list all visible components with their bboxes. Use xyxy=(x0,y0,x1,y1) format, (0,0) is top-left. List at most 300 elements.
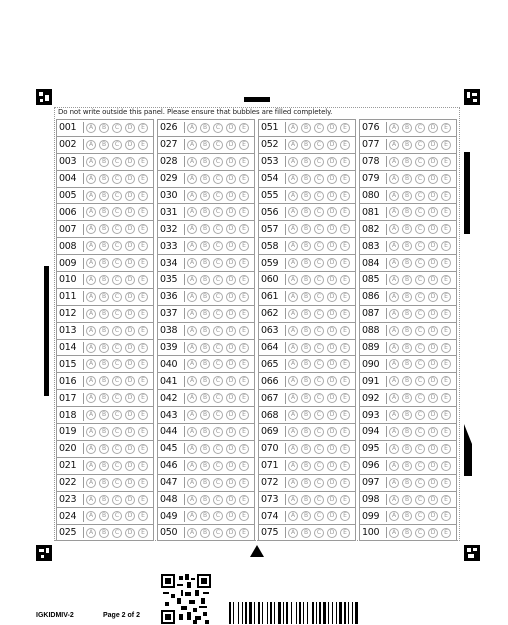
answer-bubble-a[interactable]: A xyxy=(389,174,399,184)
answer-bubble-a[interactable]: A xyxy=(187,309,197,319)
answer-bubble-e[interactable]: E xyxy=(441,191,451,201)
answer-bubble-a[interactable]: A xyxy=(187,393,197,403)
answer-bubble-a[interactable]: A xyxy=(288,359,298,369)
answer-bubble-e[interactable]: E xyxy=(340,410,350,420)
answer-bubble-b[interactable]: B xyxy=(200,309,210,319)
answer-bubble-e[interactable]: E xyxy=(239,224,249,234)
answer-bubble-c[interactable]: C xyxy=(415,292,425,302)
answer-bubble-a[interactable]: A xyxy=(389,140,399,150)
answer-bubble-c[interactable]: C xyxy=(314,258,324,268)
answer-bubble-b[interactable]: B xyxy=(301,359,311,369)
answer-bubble-d[interactable]: D xyxy=(327,191,337,201)
answer-bubble-b[interactable]: B xyxy=(200,174,210,184)
answer-bubble-a[interactable]: A xyxy=(389,292,399,302)
answer-bubble-a[interactable]: A xyxy=(389,326,399,336)
answer-bubble-e[interactable]: E xyxy=(340,292,350,302)
answer-bubble-c[interactable]: C xyxy=(314,174,324,184)
answer-bubble-c[interactable]: C xyxy=(415,224,425,234)
answer-bubble-b[interactable]: B xyxy=(301,241,311,251)
answer-bubble-c[interactable]: C xyxy=(112,241,122,251)
answer-bubble-e[interactable]: E xyxy=(441,427,451,437)
answer-bubble-b[interactable]: B xyxy=(402,427,412,437)
answer-bubble-a[interactable]: A xyxy=(187,207,197,217)
answer-bubble-e[interactable]: E xyxy=(138,309,148,319)
answer-bubble-b[interactable]: B xyxy=(200,326,210,336)
answer-bubble-a[interactable]: A xyxy=(288,410,298,420)
answer-bubble-c[interactable]: C xyxy=(213,359,223,369)
answer-bubble-a[interactable]: A xyxy=(86,207,96,217)
answer-bubble-e[interactable]: E xyxy=(138,511,148,521)
answer-bubble-b[interactable]: B xyxy=(402,174,412,184)
answer-bubble-d[interactable]: D xyxy=(125,359,135,369)
answer-bubble-e[interactable]: E xyxy=(239,376,249,386)
answer-bubble-c[interactable]: C xyxy=(415,191,425,201)
answer-bubble-d[interactable]: D xyxy=(428,123,438,133)
answer-bubble-b[interactable]: B xyxy=(99,309,109,319)
answer-bubble-a[interactable]: A xyxy=(187,495,197,505)
answer-bubble-a[interactable]: A xyxy=(86,376,96,386)
answer-bubble-d[interactable]: D xyxy=(327,511,337,521)
answer-bubble-b[interactable]: B xyxy=(99,376,109,386)
answer-bubble-a[interactable]: A xyxy=(86,140,96,150)
answer-bubble-a[interactable]: A xyxy=(288,461,298,471)
answer-bubble-d[interactable]: D xyxy=(226,326,236,336)
answer-bubble-d[interactable]: D xyxy=(125,309,135,319)
answer-bubble-e[interactable]: E xyxy=(340,427,350,437)
answer-bubble-b[interactable]: B xyxy=(402,376,412,386)
answer-bubble-e[interactable]: E xyxy=(138,292,148,302)
answer-bubble-a[interactable]: A xyxy=(389,275,399,285)
answer-bubble-e[interactable]: E xyxy=(138,123,148,133)
answer-bubble-b[interactable]: B xyxy=(402,123,412,133)
answer-bubble-a[interactable]: A xyxy=(389,258,399,268)
answer-bubble-a[interactable]: A xyxy=(187,511,197,521)
answer-bubble-e[interactable]: E xyxy=(340,191,350,201)
answer-bubble-b[interactable]: B xyxy=(301,207,311,217)
answer-bubble-d[interactable]: D xyxy=(125,123,135,133)
answer-bubble-b[interactable]: B xyxy=(402,292,412,302)
answer-bubble-c[interactable]: C xyxy=(213,376,223,386)
answer-bubble-a[interactable]: A xyxy=(288,241,298,251)
answer-bubble-b[interactable]: B xyxy=(301,343,311,353)
answer-bubble-e[interactable]: E xyxy=(340,241,350,251)
answer-bubble-d[interactable]: D xyxy=(226,207,236,217)
answer-bubble-c[interactable]: C xyxy=(314,478,324,488)
answer-bubble-e[interactable]: E xyxy=(340,478,350,488)
answer-bubble-d[interactable]: D xyxy=(428,258,438,268)
answer-bubble-a[interactable]: A xyxy=(288,140,298,150)
answer-bubble-b[interactable]: B xyxy=(301,224,311,234)
answer-bubble-c[interactable]: C xyxy=(415,275,425,285)
answer-bubble-b[interactable]: B xyxy=(301,393,311,403)
answer-bubble-b[interactable]: B xyxy=(99,326,109,336)
answer-bubble-e[interactable]: E xyxy=(138,157,148,167)
answer-bubble-e[interactable]: E xyxy=(441,359,451,369)
answer-bubble-c[interactable]: C xyxy=(213,191,223,201)
answer-bubble-d[interactable]: D xyxy=(125,376,135,386)
answer-bubble-a[interactable]: A xyxy=(389,207,399,217)
answer-bubble-c[interactable]: C xyxy=(112,309,122,319)
answer-bubble-c[interactable]: C xyxy=(415,343,425,353)
answer-bubble-b[interactable]: B xyxy=(200,478,210,488)
answer-bubble-a[interactable]: A xyxy=(187,444,197,454)
answer-bubble-a[interactable]: A xyxy=(187,275,197,285)
answer-bubble-b[interactable]: B xyxy=(402,207,412,217)
answer-bubble-b[interactable]: B xyxy=(301,495,311,505)
answer-bubble-b[interactable]: B xyxy=(99,410,109,420)
answer-bubble-d[interactable]: D xyxy=(428,174,438,184)
answer-bubble-c[interactable]: C xyxy=(314,157,324,167)
answer-bubble-b[interactable]: B xyxy=(99,174,109,184)
answer-bubble-d[interactable]: D xyxy=(428,511,438,521)
answer-bubble-a[interactable]: A xyxy=(389,191,399,201)
answer-bubble-c[interactable]: C xyxy=(213,174,223,184)
answer-bubble-c[interactable]: C xyxy=(314,123,324,133)
answer-bubble-e[interactable]: E xyxy=(441,157,451,167)
answer-bubble-a[interactable]: A xyxy=(187,376,197,386)
answer-bubble-b[interactable]: B xyxy=(402,478,412,488)
answer-bubble-e[interactable]: E xyxy=(340,528,350,538)
answer-bubble-a[interactable]: A xyxy=(389,461,399,471)
answer-bubble-e[interactable]: E xyxy=(340,461,350,471)
answer-bubble-a[interactable]: A xyxy=(389,224,399,234)
answer-bubble-c[interactable]: C xyxy=(213,207,223,217)
answer-bubble-d[interactable]: D xyxy=(125,174,135,184)
answer-bubble-b[interactable]: B xyxy=(301,427,311,437)
answer-bubble-c[interactable]: C xyxy=(112,326,122,336)
answer-bubble-b[interactable]: B xyxy=(99,292,109,302)
answer-bubble-e[interactable]: E xyxy=(441,123,451,133)
answer-bubble-a[interactable]: A xyxy=(86,410,96,420)
answer-bubble-e[interactable]: E xyxy=(340,376,350,386)
answer-bubble-d[interactable]: D xyxy=(428,191,438,201)
answer-bubble-e[interactable]: E xyxy=(340,343,350,353)
answer-bubble-a[interactable]: A xyxy=(187,461,197,471)
answer-bubble-e[interactable]: E xyxy=(441,140,451,150)
answer-bubble-d[interactable]: D xyxy=(125,258,135,268)
answer-bubble-c[interactable]: C xyxy=(314,359,324,369)
answer-bubble-d[interactable]: D xyxy=(226,410,236,420)
answer-bubble-e[interactable]: E xyxy=(441,393,451,403)
answer-bubble-c[interactable]: C xyxy=(112,427,122,437)
answer-bubble-b[interactable]: B xyxy=(200,191,210,201)
answer-bubble-d[interactable]: D xyxy=(226,461,236,471)
answer-bubble-c[interactable]: C xyxy=(314,241,324,251)
answer-bubble-c[interactable]: C xyxy=(415,427,425,437)
answer-bubble-b[interactable]: B xyxy=(200,207,210,217)
answer-bubble-c[interactable]: C xyxy=(415,495,425,505)
answer-bubble-b[interactable]: B xyxy=(301,528,311,538)
answer-bubble-b[interactable]: B xyxy=(99,258,109,268)
answer-bubble-b[interactable]: B xyxy=(200,140,210,150)
answer-bubble-e[interactable]: E xyxy=(239,495,249,505)
answer-bubble-b[interactable]: B xyxy=(402,343,412,353)
answer-bubble-d[interactable]: D xyxy=(125,495,135,505)
answer-bubble-c[interactable]: C xyxy=(415,241,425,251)
answer-bubble-b[interactable]: B xyxy=(200,410,210,420)
answer-bubble-e[interactable]: E xyxy=(340,393,350,403)
answer-bubble-c[interactable]: C xyxy=(213,427,223,437)
answer-bubble-e[interactable]: E xyxy=(138,410,148,420)
answer-bubble-a[interactable]: A xyxy=(288,444,298,454)
answer-bubble-b[interactable]: B xyxy=(402,393,412,403)
answer-bubble-e[interactable]: E xyxy=(441,174,451,184)
answer-bubble-d[interactable]: D xyxy=(327,258,337,268)
answer-bubble-d[interactable]: D xyxy=(327,123,337,133)
answer-bubble-c[interactable]: C xyxy=(112,224,122,234)
answer-bubble-c[interactable]: C xyxy=(213,258,223,268)
answer-bubble-a[interactable]: A xyxy=(86,224,96,234)
answer-bubble-d[interactable]: D xyxy=(327,444,337,454)
answer-bubble-b[interactable]: B xyxy=(301,376,311,386)
answer-bubble-d[interactable]: D xyxy=(428,393,438,403)
answer-bubble-d[interactable]: D xyxy=(327,275,337,285)
answer-bubble-e[interactable]: E xyxy=(441,292,451,302)
answer-bubble-b[interactable]: B xyxy=(301,461,311,471)
answer-bubble-e[interactable]: E xyxy=(138,427,148,437)
answer-bubble-b[interactable]: B xyxy=(301,309,311,319)
answer-bubble-c[interactable]: C xyxy=(213,326,223,336)
answer-bubble-a[interactable]: A xyxy=(86,359,96,369)
answer-bubble-a[interactable]: A xyxy=(389,343,399,353)
answer-bubble-d[interactable]: D xyxy=(226,343,236,353)
answer-bubble-b[interactable]: B xyxy=(200,258,210,268)
answer-bubble-d[interactable]: D xyxy=(226,359,236,369)
answer-bubble-e[interactable]: E xyxy=(138,191,148,201)
answer-bubble-a[interactable]: A xyxy=(187,157,197,167)
answer-bubble-e[interactable]: E xyxy=(441,343,451,353)
answer-bubble-b[interactable]: B xyxy=(200,292,210,302)
answer-bubble-a[interactable]: A xyxy=(86,275,96,285)
answer-bubble-e[interactable]: E xyxy=(441,495,451,505)
answer-bubble-c[interactable]: C xyxy=(213,528,223,538)
answer-bubble-c[interactable]: C xyxy=(213,461,223,471)
answer-bubble-e[interactable]: E xyxy=(239,157,249,167)
answer-bubble-a[interactable]: A xyxy=(288,224,298,234)
answer-bubble-c[interactable]: C xyxy=(213,157,223,167)
answer-bubble-e[interactable]: E xyxy=(239,309,249,319)
answer-bubble-c[interactable]: C xyxy=(314,393,324,403)
answer-bubble-e[interactable]: E xyxy=(239,478,249,488)
answer-bubble-e[interactable]: E xyxy=(138,241,148,251)
answer-bubble-e[interactable]: E xyxy=(239,410,249,420)
answer-bubble-a[interactable]: A xyxy=(288,275,298,285)
answer-bubble-d[interactable]: D xyxy=(226,376,236,386)
answer-bubble-e[interactable]: E xyxy=(239,275,249,285)
answer-bubble-b[interactable]: B xyxy=(99,511,109,521)
answer-bubble-d[interactable]: D xyxy=(226,191,236,201)
answer-bubble-a[interactable]: A xyxy=(389,444,399,454)
answer-bubble-d[interactable]: D xyxy=(125,292,135,302)
answer-bubble-c[interactable]: C xyxy=(415,174,425,184)
answer-bubble-c[interactable]: C xyxy=(314,376,324,386)
answer-bubble-a[interactable]: A xyxy=(86,343,96,353)
answer-bubble-d[interactable]: D xyxy=(125,427,135,437)
answer-bubble-b[interactable]: B xyxy=(99,157,109,167)
answer-bubble-a[interactable]: A xyxy=(187,359,197,369)
answer-bubble-e[interactable]: E xyxy=(239,123,249,133)
answer-bubble-c[interactable]: C xyxy=(213,140,223,150)
answer-bubble-a[interactable]: A xyxy=(288,427,298,437)
answer-bubble-b[interactable]: B xyxy=(402,309,412,319)
answer-bubble-d[interactable]: D xyxy=(125,410,135,420)
answer-bubble-e[interactable]: E xyxy=(138,461,148,471)
answer-bubble-e[interactable]: E xyxy=(340,359,350,369)
answer-bubble-d[interactable]: D xyxy=(428,343,438,353)
answer-bubble-e[interactable]: E xyxy=(441,241,451,251)
answer-bubble-d[interactable]: D xyxy=(327,157,337,167)
answer-bubble-e[interactable]: E xyxy=(340,157,350,167)
answer-bubble-a[interactable]: A xyxy=(86,309,96,319)
answer-bubble-b[interactable]: B xyxy=(402,511,412,521)
answer-bubble-c[interactable]: C xyxy=(415,309,425,319)
answer-bubble-d[interactable]: D xyxy=(327,376,337,386)
answer-bubble-e[interactable]: E xyxy=(239,359,249,369)
answer-bubble-e[interactable]: E xyxy=(441,444,451,454)
answer-bubble-b[interactable]: B xyxy=(301,157,311,167)
answer-bubble-d[interactable]: D xyxy=(327,343,337,353)
answer-bubble-d[interactable]: D xyxy=(428,157,438,167)
answer-bubble-c[interactable]: C xyxy=(213,495,223,505)
answer-bubble-d[interactable]: D xyxy=(125,478,135,488)
answer-bubble-a[interactable]: A xyxy=(187,326,197,336)
answer-bubble-d[interactable]: D xyxy=(327,393,337,403)
answer-bubble-c[interactable]: C xyxy=(314,292,324,302)
answer-bubble-c[interactable]: C xyxy=(415,207,425,217)
answer-bubble-b[interactable]: B xyxy=(99,359,109,369)
answer-bubble-c[interactable]: C xyxy=(314,275,324,285)
answer-bubble-d[interactable]: D xyxy=(125,157,135,167)
answer-bubble-e[interactable]: E xyxy=(340,174,350,184)
answer-bubble-b[interactable]: B xyxy=(200,343,210,353)
answer-bubble-d[interactable]: D xyxy=(226,157,236,167)
answer-bubble-e[interactable]: E xyxy=(441,275,451,285)
answer-bubble-b[interactable]: B xyxy=(99,207,109,217)
answer-bubble-c[interactable]: C xyxy=(314,495,324,505)
answer-bubble-b[interactable]: B xyxy=(301,258,311,268)
answer-bubble-a[interactable]: A xyxy=(288,309,298,319)
answer-bubble-b[interactable]: B xyxy=(301,191,311,201)
answer-bubble-d[interactable]: D xyxy=(327,410,337,420)
answer-bubble-c[interactable]: C xyxy=(314,444,324,454)
answer-bubble-c[interactable]: C xyxy=(314,528,324,538)
answer-bubble-d[interactable]: D xyxy=(125,275,135,285)
answer-bubble-a[interactable]: A xyxy=(389,157,399,167)
answer-bubble-a[interactable]: A xyxy=(86,292,96,302)
answer-bubble-b[interactable]: B xyxy=(200,224,210,234)
answer-bubble-d[interactable]: D xyxy=(428,326,438,336)
answer-bubble-c[interactable]: C xyxy=(415,123,425,133)
answer-bubble-b[interactable]: B xyxy=(402,258,412,268)
answer-bubble-a[interactable]: A xyxy=(187,174,197,184)
answer-bubble-b[interactable]: B xyxy=(402,326,412,336)
answer-bubble-e[interactable]: E xyxy=(340,140,350,150)
answer-bubble-c[interactable]: C xyxy=(415,140,425,150)
answer-bubble-c[interactable]: C xyxy=(112,207,122,217)
answer-bubble-d[interactable]: D xyxy=(327,427,337,437)
answer-bubble-d[interactable]: D xyxy=(428,275,438,285)
answer-bubble-b[interactable]: B xyxy=(200,157,210,167)
answer-bubble-b[interactable]: B xyxy=(99,495,109,505)
answer-bubble-d[interactable]: D xyxy=(327,495,337,505)
answer-bubble-b[interactable]: B xyxy=(200,393,210,403)
answer-bubble-c[interactable]: C xyxy=(314,207,324,217)
answer-bubble-c[interactable]: C xyxy=(112,157,122,167)
answer-bubble-e[interactable]: E xyxy=(441,309,451,319)
answer-bubble-b[interactable]: B xyxy=(200,123,210,133)
answer-bubble-b[interactable]: B xyxy=(200,359,210,369)
answer-bubble-a[interactable]: A xyxy=(86,444,96,454)
answer-bubble-b[interactable]: B xyxy=(402,444,412,454)
answer-bubble-c[interactable]: C xyxy=(112,123,122,133)
answer-bubble-e[interactable]: E xyxy=(239,191,249,201)
answer-bubble-b[interactable]: B xyxy=(301,275,311,285)
answer-bubble-c[interactable]: C xyxy=(213,511,223,521)
answer-bubble-c[interactable]: C xyxy=(112,359,122,369)
answer-bubble-b[interactable]: B xyxy=(301,326,311,336)
answer-bubble-d[interactable]: D xyxy=(428,495,438,505)
answer-bubble-b[interactable]: B xyxy=(301,444,311,454)
answer-bubble-a[interactable]: A xyxy=(389,528,399,538)
answer-bubble-e[interactable]: E xyxy=(239,427,249,437)
answer-bubble-d[interactable]: D xyxy=(226,393,236,403)
answer-bubble-c[interactable]: C xyxy=(112,376,122,386)
answer-bubble-a[interactable]: A xyxy=(187,410,197,420)
answer-bubble-a[interactable]: A xyxy=(86,393,96,403)
answer-bubble-a[interactable]: A xyxy=(86,511,96,521)
answer-bubble-a[interactable]: A xyxy=(288,393,298,403)
answer-bubble-a[interactable]: A xyxy=(187,343,197,353)
answer-bubble-a[interactable]: A xyxy=(86,478,96,488)
answer-bubble-c[interactable]: C xyxy=(415,258,425,268)
answer-bubble-a[interactable]: A xyxy=(86,174,96,184)
answer-bubble-d[interactable]: D xyxy=(327,140,337,150)
answer-bubble-b[interactable]: B xyxy=(301,511,311,521)
answer-bubble-d[interactable]: D xyxy=(428,309,438,319)
answer-bubble-e[interactable]: E xyxy=(239,326,249,336)
answer-bubble-d[interactable]: D xyxy=(226,292,236,302)
answer-bubble-c[interactable]: C xyxy=(112,511,122,521)
answer-bubble-d[interactable]: D xyxy=(327,359,337,369)
answer-bubble-a[interactable]: A xyxy=(86,326,96,336)
answer-bubble-b[interactable]: B xyxy=(402,224,412,234)
answer-bubble-d[interactable]: D xyxy=(428,444,438,454)
answer-bubble-d[interactable]: D xyxy=(226,511,236,521)
answer-bubble-e[interactable]: E xyxy=(138,140,148,150)
answer-bubble-c[interactable]: C xyxy=(314,224,324,234)
answer-bubble-d[interactable]: D xyxy=(327,292,337,302)
answer-bubble-e[interactable]: E xyxy=(441,461,451,471)
answer-bubble-e[interactable]: E xyxy=(239,393,249,403)
answer-bubble-b[interactable]: B xyxy=(200,444,210,454)
answer-bubble-e[interactable]: E xyxy=(441,528,451,538)
answer-bubble-d[interactable]: D xyxy=(327,478,337,488)
answer-bubble-a[interactable]: A xyxy=(86,528,96,538)
answer-bubble-b[interactable]: B xyxy=(99,123,109,133)
answer-bubble-b[interactable]: B xyxy=(301,478,311,488)
answer-bubble-c[interactable]: C xyxy=(112,292,122,302)
answer-bubble-e[interactable]: E xyxy=(138,376,148,386)
answer-bubble-d[interactable]: D xyxy=(428,528,438,538)
answer-bubble-a[interactable]: A xyxy=(288,191,298,201)
answer-bubble-b[interactable]: B xyxy=(99,444,109,454)
answer-bubble-b[interactable]: B xyxy=(402,410,412,420)
answer-bubble-a[interactable]: A xyxy=(389,478,399,488)
answer-bubble-d[interactable]: D xyxy=(428,207,438,217)
answer-bubble-a[interactable]: A xyxy=(389,410,399,420)
answer-bubble-b[interactable]: B xyxy=(200,461,210,471)
answer-bubble-c[interactable]: C xyxy=(415,393,425,403)
